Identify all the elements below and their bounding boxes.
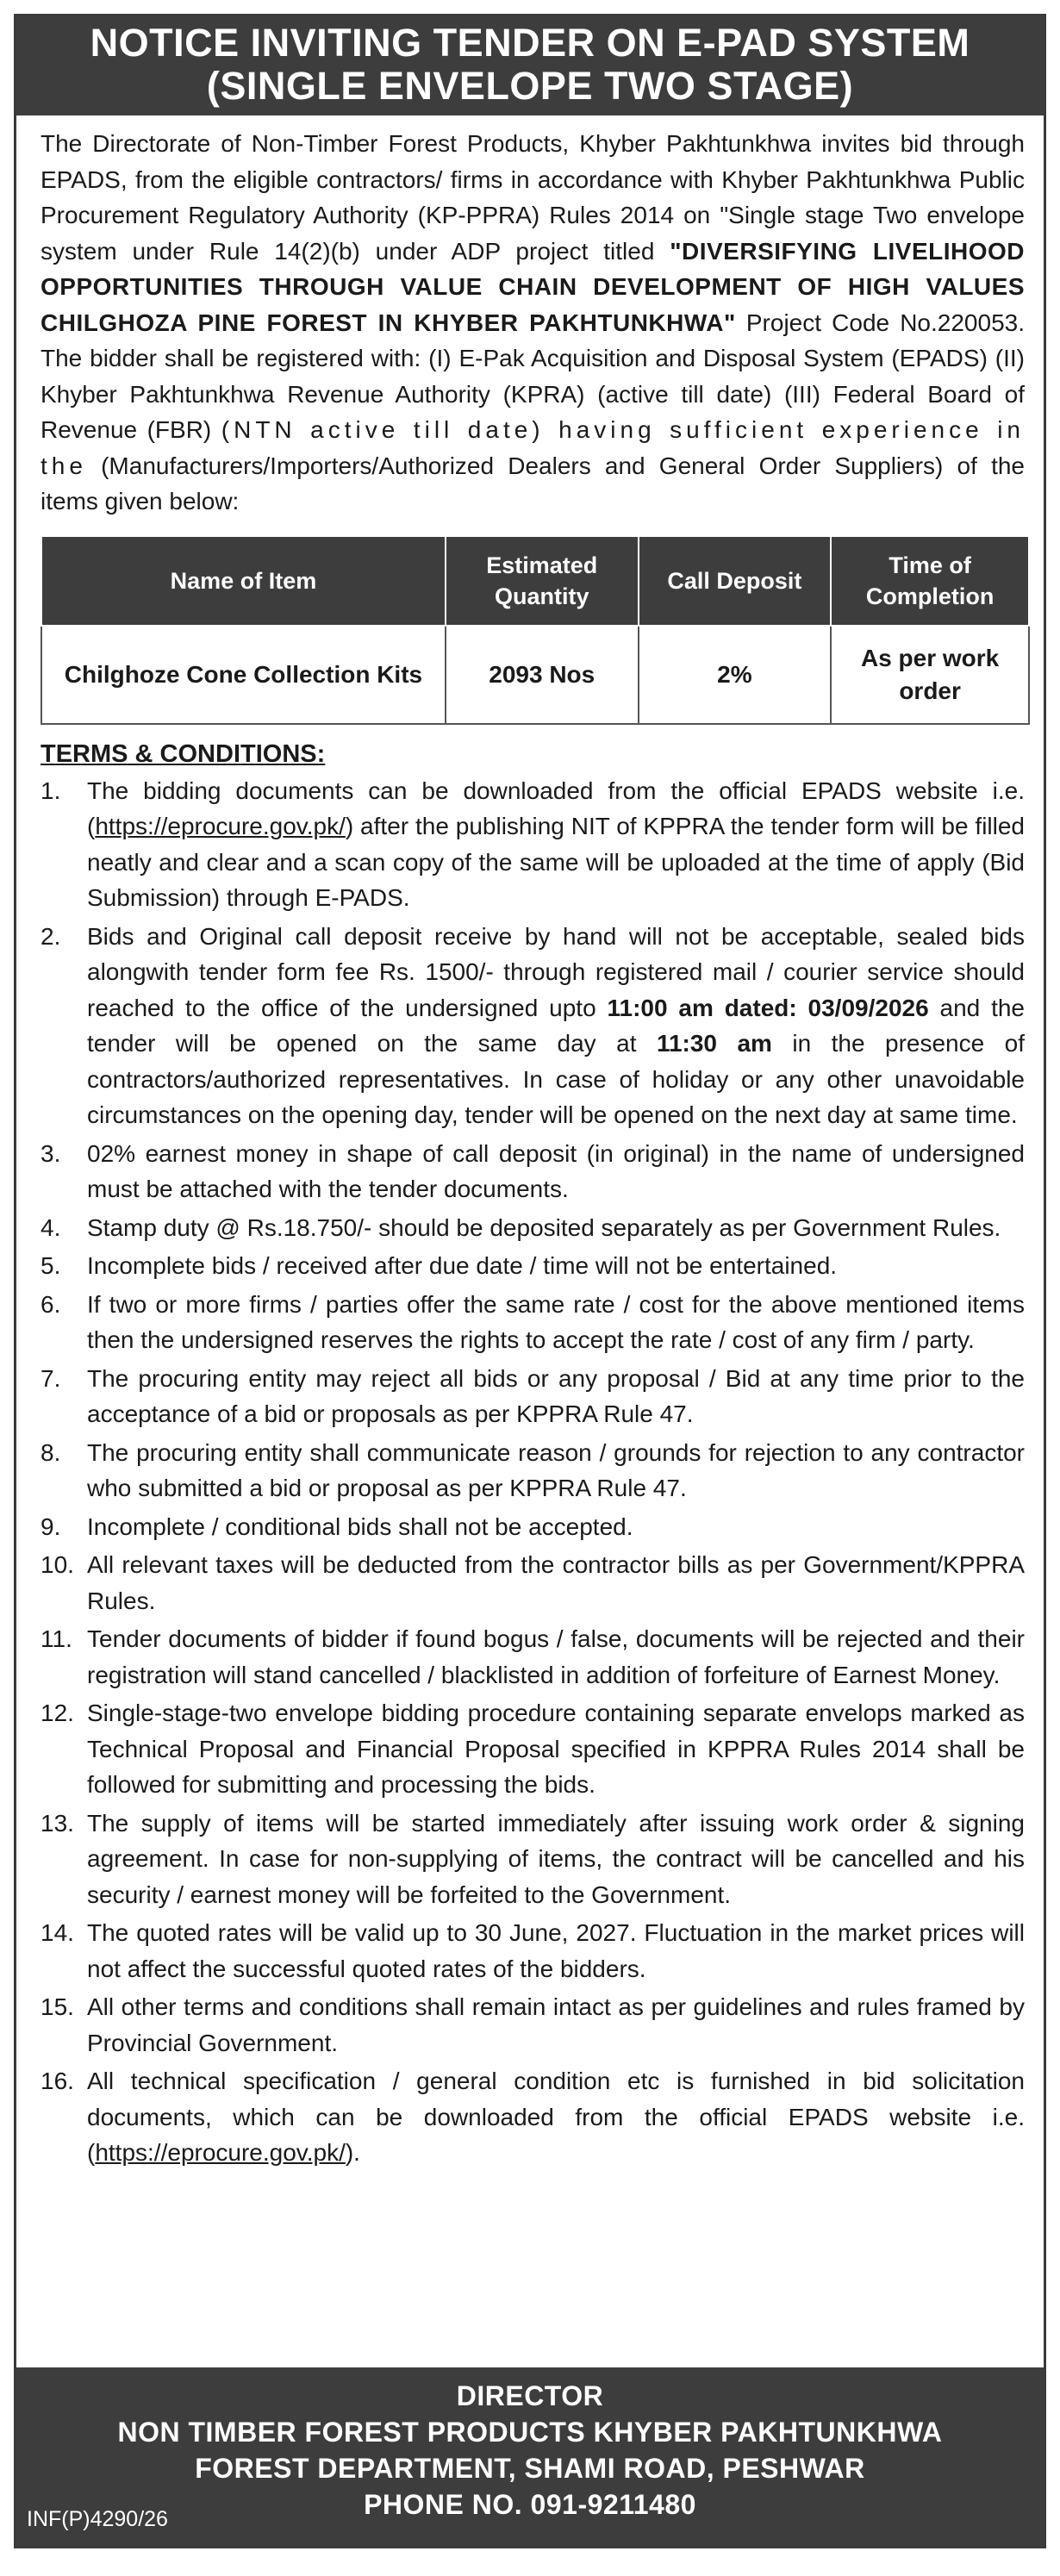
term-text: All relevant taxes will be deducted from the contractor bills as per Government/KPPRA Rules. <box>87 1551 1025 1614</box>
department-name: NON TIMBER FOREST PRODUCTS KHYBER PAKHTUNKHWA <box>117 2417 943 2448</box>
tender-notice <box>14 14 1046 2548</box>
list-item <box>41 773 1025 916</box>
epads-link[interactable]: https://eprocure.gov.pk/ <box>95 2139 346 2166</box>
term-number: 1. <box>41 777 61 804</box>
col-header-item: Name of Item <box>41 536 446 626</box>
intro-text-3: (NTN active till date) having sufficient experience in the <box>41 416 1025 479</box>
term-number: 16. <box>41 2068 74 2094</box>
term-text: in the presence of contractors/authorized representatives. In case of holiday or any other unavoidable circumstances on the opening day, tender will be opened on the next day at same time. <box>87 1030 1025 1128</box>
term-text: All technical specification / general condition etc is furnished in bid solicitation documents, which can be downloaded from the official EPADS website i.e. ( <box>87 2068 1025 2166</box>
signatory-title: DIRECTOR <box>456 2380 604 2411</box>
intro-text-2: Project Code No.220053. The bidder shall be registered with: (I) E-Pak Acquisition and Disposal System (EPADS) (II) Khyber Pakhtunkhwa Revenue Authority (KPRA) (active till date) (III) Federal Board of Revenue (FBR) <box>41 309 1025 443</box>
intro-paragraph <box>41 126 1025 520</box>
terms-list <box>41 773 1025 2171</box>
term-text: Incomplete bids / received after due date / time will not be entertained. <box>87 1252 838 1279</box>
opening-time: 11:30 am <box>656 1030 772 1057</box>
cell-item: Chilghoze Cone Collection Kits <box>41 626 446 724</box>
term-text: 02% earnest money in shape of call deposit (in original) in the name of undersigned must be attached with the tender documents. <box>87 1139 1025 1202</box>
term-text: Incomplete / conditional bids shall not be accepted. <box>87 1513 633 1540</box>
term-text: ). <box>345 2139 360 2166</box>
term-text: The bidding documents can be downloaded from the official EPADS website i.e. ( <box>87 777 1025 839</box>
department-address: FOREST DEPARTMENT, SHAMI ROAD, PESHWAR <box>195 2453 865 2484</box>
term-number: 5. <box>41 1252 61 1279</box>
list-item <box>41 1547 1025 1619</box>
list-item <box>41 1695 1025 1803</box>
notice-footer <box>16 2367 1044 2546</box>
term-text: If two or more firms / parties offer the same rate / cost for the above mentioned items then the undersigned reserves the rights to accept the rate / cost of any firm / party. <box>87 1290 1025 1353</box>
list-item <box>41 1989 1025 2061</box>
term-text: All other terms and conditions shall remain intact as per guidelines and rules framed by Provincial Government. <box>87 1993 1025 2056</box>
table-header-row <box>41 536 1029 626</box>
list-item <box>41 919 1025 1133</box>
term-number: 3. <box>41 1139 61 1167</box>
term-text: The procuring entity may reject all bids or any proposal / Bid at any time prior to the acceptance of a bid or proposals as per KPPRA Rule 47. <box>87 1364 1025 1427</box>
term-text: The quoted rates will be valid up to 30 June, 2027. Fluctuation in the market prices will not affect the successful quoted rates of the bidders. <box>87 1919 1025 1982</box>
term-number: 14. <box>41 1919 74 1946</box>
term-text: and the tender will be opened on the same day at <box>87 994 1026 1057</box>
epads-link[interactable]: https://eprocure.gov.pk/ <box>95 813 346 839</box>
term-text: Bids and Original call deposit receive by hand will not be acceptable, sealed bids alongwith tender form fee Rs. 1500/- through registered mail / courier service should reached to the office of the undersigned upto <box>87 922 1025 1021</box>
list-item <box>41 1915 1025 1987</box>
term-number: 12. <box>41 1700 74 1726</box>
col-header-deposit: Call Deposit <box>639 536 832 626</box>
term-number: 4. <box>41 1213 61 1241</box>
term-number: 10. <box>41 1551 74 1578</box>
cell-deposit: 2% <box>639 626 832 724</box>
cell-quantity: 2093 Nos <box>446 626 639 724</box>
notice-subtitle: (SINGLE ENVELOPE TWO STAGE) <box>206 64 854 108</box>
term-text: Stamp duty @ Rs.18.750/- should be deposited separately as per Government Rules. <box>87 1213 1001 1241</box>
list-item <box>41 1248 1025 1284</box>
cell-completion: As per work order <box>831 626 1029 724</box>
terms-title: TERMS & CONDITIONS: <box>41 739 326 768</box>
table-row <box>41 626 1029 724</box>
term-text: ) after the publishing NIT of KPPRA the tender form will be filled neatly and clear and a scan copy of the same will be uploaded at the time of apply (Bid Submission) through E-PADS. <box>87 813 1025 911</box>
term-number: 15. <box>41 1993 74 2020</box>
deadline-date: 11:00 am dated: 03/09/2026 <box>607 994 929 1021</box>
reference-code: INF(P)4290/26 <box>27 2507 168 2531</box>
notice-title: NOTICE INVITING TENDER ON E-PAD SYSTEM <box>90 21 970 65</box>
list-item <box>41 1210 1025 1246</box>
term-text: Single-stage-two envelope bidding procedure containing separate envelops marked as Technical Proposal and Financial Proposal specified in KPPRA Rules 2014 shall be followed for submitting and processing the bids. <box>87 1700 1025 1798</box>
term-text: The supply of items will be started immediately after issuing work order & signing agreement. In case for non-supplying of items, the contract will be cancelled and his security / earnest money will be forfeited to the Government. <box>87 1809 1025 1908</box>
list-item <box>41 1287 1025 1358</box>
phone-number: PHONE NO. 091-9211480 <box>364 2489 696 2520</box>
project-title: "DIVERSIFYING LIVELIHOOD OPPORTUNITIES THROUGH VALUE CHAIN DEVELOPMENT OF HIGH VALUES CHILGHOZA PINE FOREST IN KHYBER PAKHTUNKHWA" <box>41 237 1026 336</box>
list-item <box>41 2063 1025 2171</box>
list-item <box>41 1806 1025 1913</box>
intro-text-4: (Manufacturers/Importers/Authorized Dealers and General Order Suppliers) of the items given below: <box>41 452 1025 515</box>
term-number: 6. <box>41 1290 61 1318</box>
term-number: 9. <box>41 1513 61 1540</box>
items-table <box>41 535 1030 725</box>
list-item <box>41 1509 1025 1545</box>
col-header-quantity: Estimated Quantity <box>446 536 639 626</box>
notice-header <box>16 16 1044 115</box>
term-number: 13. <box>41 1809 74 1837</box>
term-text: The procuring entity shall communicate reason / grounds for rejection to any contractor who submitted a bid or proposal as per KPPRA Rule 47. <box>87 1438 1025 1501</box>
term-number: 2. <box>41 922 61 950</box>
intro-text-1: The Directorate of Non-Timber Forest Products, Khyber Pakhtunkhwa invites bid through EPADS, from the eligible contractors/ firms in accordance with Khyber Pakhtunkhwa Public Procurement Regulatory Authority (KP-PPRA) Rules 2014 on "Single stage Two envelope system under Rule 14(2)(b) under ADP project titled <box>41 130 1025 265</box>
col-header-completion: Time of Completion <box>831 536 1029 626</box>
term-number: 7. <box>41 1364 61 1392</box>
list-item <box>41 1435 1025 1506</box>
term-number: 11. <box>41 1625 72 1652</box>
list-item <box>41 1361 1025 1432</box>
list-item <box>41 1136 1025 1207</box>
term-number: 8. <box>41 1438 61 1466</box>
list-item <box>41 1621 1025 1693</box>
term-text: Tender documents of bidder if found bogus / false, documents will be rejected and their registration will stand cancelled / blacklisted in addition of forfeiture of Earnest Money. <box>87 1625 1025 1688</box>
